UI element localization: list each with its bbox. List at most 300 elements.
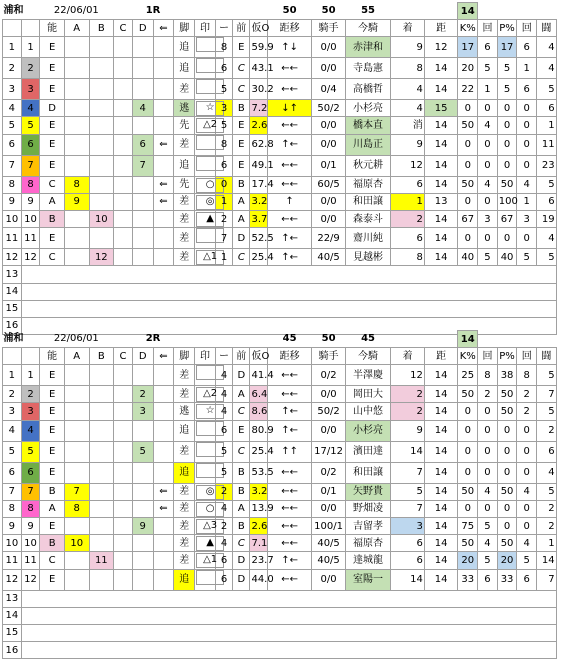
dash-value: 4 xyxy=(215,500,232,517)
kai-count-2: 1 xyxy=(517,58,537,79)
dash-value: 6 xyxy=(215,58,232,79)
header-mae-value: 45 xyxy=(282,333,297,345)
frame-number: 11 xyxy=(21,552,40,569)
rank-b xyxy=(89,569,114,590)
prediction-mark xyxy=(195,176,216,193)
fight-value: 19 xyxy=(537,210,557,227)
mark-box[interactable]: ▲ xyxy=(196,212,224,227)
col-header-dist-move: 距移 xyxy=(267,348,312,365)
prediction-mark xyxy=(195,462,216,483)
frame-number: 5 xyxy=(21,441,40,462)
column-header-row xyxy=(3,348,577,365)
p-percent: 0 xyxy=(497,462,517,483)
kai-count-2: 0 xyxy=(517,462,537,483)
col-header-kai2: 回 xyxy=(517,20,537,37)
current-jockey: 矢野貴 xyxy=(345,483,391,500)
race-distance: 14 xyxy=(424,552,458,569)
ability-grade: E xyxy=(40,403,65,420)
current-jockey: 見越彬 xyxy=(345,249,391,266)
p-percent: 0 xyxy=(497,134,517,155)
jockey-record: 60/5 xyxy=(312,176,345,193)
dash-value: 6 xyxy=(215,155,232,176)
horse-number: 9 xyxy=(3,517,22,534)
distance-move: ↑← xyxy=(267,228,312,249)
mark-box[interactable]: △2 xyxy=(196,118,224,133)
mark-box[interactable] xyxy=(196,421,224,436)
table-row[interactable] xyxy=(3,500,577,517)
venue-name: 浦和 xyxy=(3,333,24,345)
running-style: 差 xyxy=(174,79,195,100)
kari-odds: 41.4 xyxy=(250,365,267,386)
running-style: 追 xyxy=(174,58,195,79)
finish-position: 消 xyxy=(391,117,425,134)
table-row[interactable] xyxy=(3,365,577,386)
mark-box[interactable] xyxy=(196,228,224,243)
kai-count: 0 xyxy=(478,441,498,462)
mark-box[interactable]: ◎ xyxy=(196,485,224,500)
horse-number: 3 xyxy=(3,79,22,100)
dash-value: 4 xyxy=(215,403,232,420)
kari-odds: 53.5 xyxy=(250,462,267,483)
finish-position: 4 xyxy=(391,100,425,117)
rank-c xyxy=(114,134,133,155)
shift-arrow xyxy=(153,569,174,590)
rank-b xyxy=(89,117,114,134)
mark-box[interactable] xyxy=(196,37,224,52)
rank-a xyxy=(64,37,89,58)
current-jockey: 山中悠 xyxy=(345,403,391,420)
mark-box[interactable]: ○ xyxy=(196,502,224,517)
empty-row xyxy=(3,607,577,624)
kai-count-2: 8 xyxy=(517,365,537,386)
ability-grade: C xyxy=(40,176,65,193)
table-row[interactable] xyxy=(3,155,577,176)
prediction-mark xyxy=(195,535,216,552)
mark-box[interactable] xyxy=(196,156,224,171)
table-row[interactable] xyxy=(3,462,577,483)
current-jockey: 岡田大 xyxy=(345,386,391,403)
finish-position: 6 xyxy=(391,228,425,249)
distance-move: ←← xyxy=(267,535,312,552)
kai-count-2: 0 xyxy=(517,441,537,462)
table-row[interactable] xyxy=(3,79,577,100)
jockey-record: 0/0 xyxy=(312,569,345,590)
k-percent: 0 xyxy=(458,228,478,249)
jockey-record: 0/0 xyxy=(312,386,345,403)
mark-box[interactable] xyxy=(196,58,224,73)
race-date: 22/06/01 xyxy=(53,5,99,17)
finish-position: 14 xyxy=(391,569,425,590)
rank-d xyxy=(132,552,153,569)
p-percent: 0 xyxy=(497,500,517,517)
kai-count-2: 2 xyxy=(517,403,537,420)
col-header-kari-o: 仮O xyxy=(250,348,267,365)
mark-box[interactable] xyxy=(196,135,224,150)
fight-value: 6 xyxy=(537,100,557,117)
kai-count: 2 xyxy=(478,386,498,403)
table-row[interactable] xyxy=(3,100,577,117)
empty-row xyxy=(3,300,577,317)
race-distance: 14 xyxy=(424,365,458,386)
rank-b xyxy=(89,483,114,500)
table-row[interactable] xyxy=(3,134,577,155)
current-jockey: 吉留孝 xyxy=(345,517,391,534)
fight-value: 5 xyxy=(537,176,557,193)
fight-value: 7 xyxy=(537,386,557,403)
kai-count: 0 xyxy=(478,228,498,249)
table-row[interactable] xyxy=(3,37,577,58)
prediction-mark xyxy=(195,552,216,569)
running-style: 差 xyxy=(174,441,195,462)
mark-box[interactable]: △1 xyxy=(196,553,224,568)
prev-grade: C xyxy=(233,441,250,462)
dash-value: 2 xyxy=(215,517,232,534)
rank-a xyxy=(64,552,89,569)
rank-d xyxy=(132,462,153,483)
rank-a xyxy=(64,441,89,462)
kai-count: 5 xyxy=(478,58,498,79)
col-header-style: 脚 xyxy=(174,348,195,365)
mark-box[interactable] xyxy=(196,570,224,585)
frame-number: 3 xyxy=(21,403,40,420)
prev-grade: E xyxy=(233,37,250,58)
col-header-arrow: ⇐ xyxy=(153,348,174,365)
rank-a: 9 xyxy=(64,193,89,210)
finish-position: 12 xyxy=(391,365,425,386)
mark-box[interactable] xyxy=(196,442,224,457)
rank-b xyxy=(89,79,114,100)
jockey-record: 0/0 xyxy=(312,37,345,58)
race-distance: 14 xyxy=(424,79,458,100)
kai-count-2: 0 xyxy=(517,155,537,176)
horse-number: 8 xyxy=(3,176,22,193)
current-jockey: 室陽一 xyxy=(345,569,391,590)
finish-position: 4 xyxy=(391,79,425,100)
empty-row xyxy=(3,624,577,641)
finish-position: 9 xyxy=(391,134,425,155)
jockey-record: 17/12 xyxy=(312,441,345,462)
spacer xyxy=(478,331,576,348)
jockey-record: 100/1 xyxy=(312,517,345,534)
current-jockey: 寺島憲 xyxy=(345,58,391,79)
rank-d: 6 xyxy=(132,134,153,155)
finish-position: 1 xyxy=(391,193,425,210)
p-percent: 50 xyxy=(497,535,517,552)
finish-position: 8 xyxy=(391,58,425,79)
race-distance: 14 xyxy=(424,403,458,420)
mark-box[interactable] xyxy=(196,463,224,478)
prev-grade: B xyxy=(233,100,250,117)
ability-grade: E xyxy=(40,569,65,590)
col-header-k-percent: K% xyxy=(458,20,478,37)
empty-row xyxy=(3,283,577,300)
ability-grade: C xyxy=(40,552,65,569)
frame-number: 8 xyxy=(21,500,40,517)
rank-c xyxy=(114,210,133,227)
kai-count: 8 xyxy=(478,365,498,386)
spacer xyxy=(391,331,458,348)
table-row[interactable] xyxy=(3,249,577,266)
jockey-record: 40/5 xyxy=(312,552,345,569)
kari-odds: 13.9 xyxy=(250,500,267,517)
rank-d xyxy=(132,500,153,517)
header-distance-value: 14 xyxy=(458,3,478,20)
distance-move: ↑← xyxy=(267,249,312,266)
prediction-mark xyxy=(195,58,216,79)
mark-box[interactable]: △2 xyxy=(196,387,224,402)
horse-number: 15 xyxy=(3,300,22,317)
kai-count: 0 xyxy=(478,134,498,155)
kari-odds: 43.1 xyxy=(250,58,267,79)
rank-a xyxy=(64,462,89,483)
col-header-rank-d: D xyxy=(132,348,153,365)
kai-count-2: 0 xyxy=(517,500,537,517)
running-style: 差 xyxy=(174,249,195,266)
distance-move: ←← xyxy=(267,79,312,100)
shift-arrow: ⇐ xyxy=(153,483,174,500)
mark-box[interactable]: ☆ xyxy=(196,404,224,419)
p-percent: 5 xyxy=(497,79,517,100)
shift-arrow xyxy=(153,403,174,420)
kai-count-2: 3 xyxy=(517,210,537,227)
table-row[interactable] xyxy=(3,176,577,193)
race-header xyxy=(3,331,577,348)
horse-number: 13 xyxy=(3,590,22,607)
shift-arrow xyxy=(153,462,174,483)
distance-move: ←← xyxy=(267,462,312,483)
rank-a xyxy=(64,79,89,100)
rank-c xyxy=(114,462,133,483)
kari-odds: 25.4 xyxy=(250,441,267,462)
mark-box[interactable]: ◎ xyxy=(196,195,224,210)
rank-d: 9 xyxy=(132,517,153,534)
table-row[interactable] xyxy=(3,117,577,134)
table-row[interactable] xyxy=(3,193,577,210)
rank-d xyxy=(132,193,153,210)
kai-count: 6 xyxy=(478,37,498,58)
mark-box[interactable] xyxy=(196,365,224,380)
col-header-rank-b: B xyxy=(89,348,114,365)
prediction-mark xyxy=(195,210,216,227)
prev-grade: C xyxy=(233,403,250,420)
table-row[interactable] xyxy=(3,483,577,500)
kai-count: 4 xyxy=(478,535,498,552)
race-header xyxy=(3,3,577,20)
distance-move: ←← xyxy=(267,500,312,517)
horse-number: 15 xyxy=(3,624,22,641)
rank-a xyxy=(64,228,89,249)
current-jockey: 高橋哲 xyxy=(345,79,391,100)
col-header-k-percent: K% xyxy=(458,348,478,365)
dash-value: 2 xyxy=(215,483,232,500)
rank-b xyxy=(89,58,114,79)
running-style: 先 xyxy=(174,117,195,134)
empty-cell xyxy=(21,607,556,624)
prev-grade: A xyxy=(233,500,250,517)
table-row[interactable] xyxy=(3,403,577,420)
distance-move: ←← xyxy=(267,386,312,403)
rank-a: 8 xyxy=(64,176,89,193)
running-style: 先 xyxy=(174,176,195,193)
k-percent: 50 xyxy=(458,535,478,552)
kari-odds: 3.2 xyxy=(250,193,267,210)
rank-d xyxy=(132,79,153,100)
rank-b xyxy=(89,228,114,249)
rank-c xyxy=(114,228,133,249)
kari-odds: 52.5 xyxy=(250,228,267,249)
rank-a xyxy=(64,249,89,266)
running-style: 差 xyxy=(174,365,195,386)
kai-count: 0 xyxy=(478,420,498,441)
table-row[interactable] xyxy=(3,420,577,441)
table-row[interactable] xyxy=(3,58,577,79)
mark-box[interactable]: △1 xyxy=(196,250,224,265)
p-percent: 17 xyxy=(497,37,517,58)
kari-odds: 6.4 xyxy=(250,386,267,403)
fight-value: 4 xyxy=(537,37,557,58)
horse-number: 10 xyxy=(3,210,22,227)
prev-grade: C xyxy=(233,58,250,79)
kai-count: 1 xyxy=(478,79,498,100)
race-distance: 13 xyxy=(424,193,458,210)
table-row[interactable] xyxy=(3,228,577,249)
race-distance: 12 xyxy=(424,37,458,58)
prediction-mark xyxy=(195,134,216,155)
col-header-fight: 闘 xyxy=(537,348,557,365)
mark-box[interactable]: △3 xyxy=(196,519,224,534)
running-style: 差 xyxy=(174,134,195,155)
frame-number: 7 xyxy=(21,483,40,500)
prev-grade: C xyxy=(233,249,250,266)
rank-c xyxy=(114,420,133,441)
mark-box[interactable]: ▲ xyxy=(196,536,224,551)
table-row[interactable] xyxy=(3,535,577,552)
running-style: 差 xyxy=(174,500,195,517)
mark-box[interactable]: ☆ xyxy=(196,101,224,116)
dash-value: 7 xyxy=(215,228,232,249)
dash-value: 5 xyxy=(215,117,232,134)
p-percent: 0 xyxy=(497,117,517,134)
ability-grade: C xyxy=(40,249,65,266)
prediction-mark xyxy=(195,569,216,590)
shift-arrow xyxy=(153,535,174,552)
table-row[interactable] xyxy=(3,386,577,403)
kai-count-2: 0 xyxy=(517,134,537,155)
shift-arrow xyxy=(153,58,174,79)
col-header-distance: 距 xyxy=(424,20,458,37)
distance-move: ←← xyxy=(267,517,312,534)
rank-d xyxy=(132,365,153,386)
fight-value: 5 xyxy=(537,483,557,500)
col-header-rank-c: C xyxy=(114,348,133,365)
header-mae-value: 50 xyxy=(282,5,297,17)
rank-d: 7 xyxy=(132,155,153,176)
mark-box[interactable]: ○ xyxy=(196,178,224,193)
fight-value: 6 xyxy=(537,441,557,462)
table-row[interactable] xyxy=(3,441,577,462)
dash-value: 3 xyxy=(215,100,232,117)
distance-move: ←← xyxy=(267,569,312,590)
mark-box[interactable] xyxy=(196,79,224,94)
horse-number: 13 xyxy=(3,266,22,283)
rank-d xyxy=(132,483,153,500)
fight-value: 5 xyxy=(537,249,557,266)
header-distance-value: 14 xyxy=(458,331,478,348)
prev-grade: B xyxy=(233,483,250,500)
rank-b xyxy=(89,37,114,58)
table-row[interactable] xyxy=(3,569,577,590)
rank-b xyxy=(89,403,114,420)
current-jockey: 秋元耕 xyxy=(345,155,391,176)
running-style: 追 xyxy=(174,420,195,441)
prediction-mark xyxy=(195,365,216,386)
col-header-prev: 前 xyxy=(233,20,250,37)
col-header-dist-move: 距移 xyxy=(267,20,312,37)
kari-odds: 44.0 xyxy=(250,569,267,590)
table-row[interactable] xyxy=(3,517,577,534)
horse-number: 14 xyxy=(3,607,22,624)
prediction-mark xyxy=(195,483,216,500)
kai-count-2: 0 xyxy=(517,228,537,249)
finish-position: 14 xyxy=(391,441,425,462)
header-kari-value: 50 xyxy=(321,5,336,17)
horse-number: 16 xyxy=(3,642,22,659)
kai-count-2: 1 xyxy=(517,193,537,210)
jockey-record: 0/0 xyxy=(312,117,345,134)
col-header-current-jockey: 今騎 xyxy=(345,348,391,365)
rank-c xyxy=(114,517,133,534)
horse-number: 14 xyxy=(3,283,22,300)
race-distance: 14 xyxy=(424,386,458,403)
col-header-style: 脚 xyxy=(174,20,195,37)
shift-arrow xyxy=(153,249,174,266)
dash-value: 4 xyxy=(215,386,232,403)
rank-b xyxy=(89,462,114,483)
spacer xyxy=(391,3,458,20)
horse-number: 4 xyxy=(3,420,22,441)
prediction-mark xyxy=(195,441,216,462)
kari-odds: 25.4 xyxy=(250,249,267,266)
table-row[interactable] xyxy=(3,210,577,227)
horse-number: 7 xyxy=(3,155,22,176)
kai-count: 5 xyxy=(478,552,498,569)
prev-grade: C xyxy=(233,535,250,552)
rank-b xyxy=(89,386,114,403)
ability-grade: B xyxy=(40,483,65,500)
prev-grade: B xyxy=(233,462,250,483)
distance-move: ↑↓ xyxy=(267,37,312,58)
spacer xyxy=(114,3,133,20)
table-row[interactable] xyxy=(3,552,577,569)
p-percent: 0 xyxy=(497,441,517,462)
horse-number: 10 xyxy=(3,535,22,552)
race-number: 1R xyxy=(145,5,161,17)
ability-grade: E xyxy=(40,228,65,249)
p-percent: 20 xyxy=(497,552,517,569)
rank-b: 12 xyxy=(89,249,114,266)
dash-value: 5 xyxy=(215,79,232,100)
prev-grade: A xyxy=(233,193,250,210)
dash-value: 2 xyxy=(215,210,232,227)
header-kari-value: 50 xyxy=(321,333,336,345)
race-distance: 15 xyxy=(424,100,458,117)
kai-count: 5 xyxy=(478,249,498,266)
rank-c xyxy=(114,79,133,100)
horse-number: 4 xyxy=(3,100,22,117)
shift-arrow xyxy=(153,228,174,249)
current-jockey: 赤津和 xyxy=(345,37,391,58)
dash-value: 5 xyxy=(215,441,232,462)
